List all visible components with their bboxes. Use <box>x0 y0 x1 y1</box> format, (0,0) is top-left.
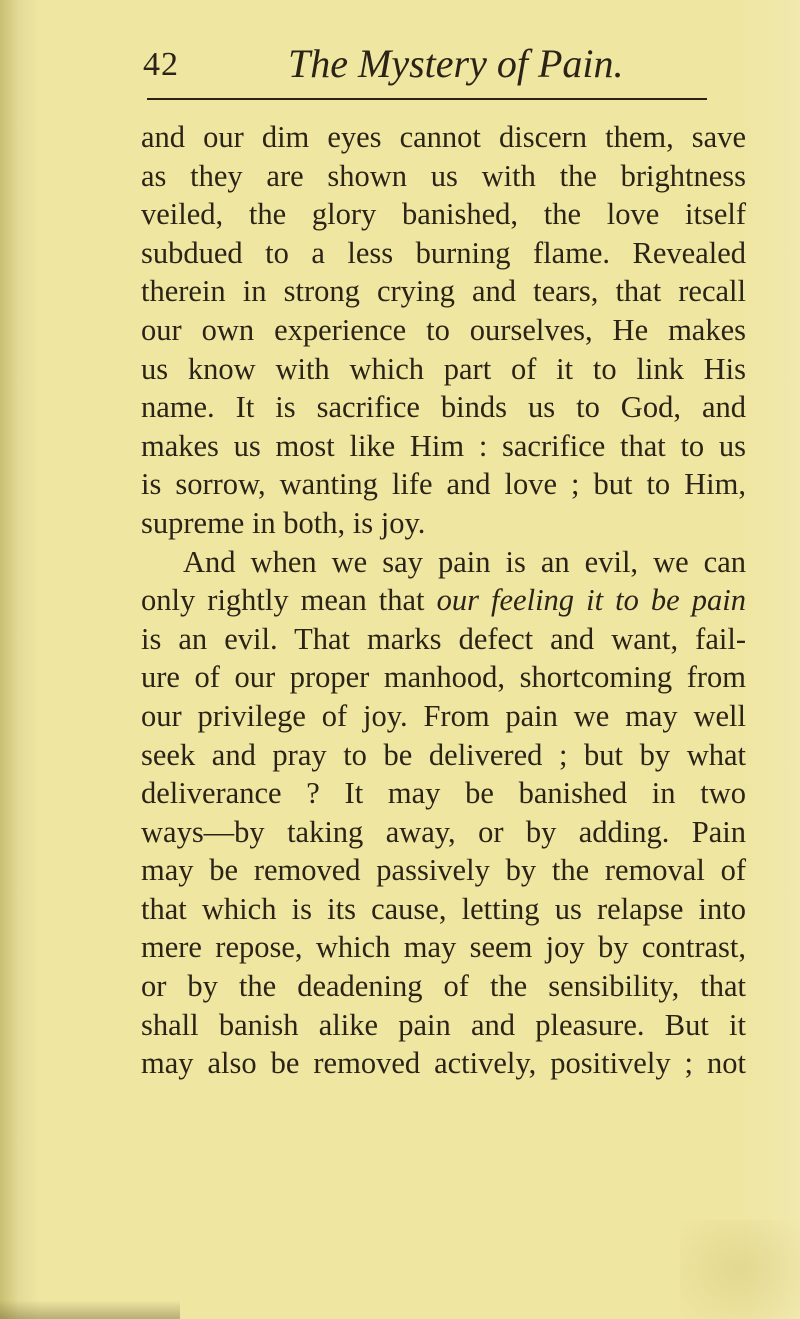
text-line: us know with which part of it to link His <box>141 351 746 386</box>
text-line: is an evil. That marks defect and want, fail- <box>141 621 746 656</box>
text-line: our own experience to ourselves, He makes <box>141 312 746 347</box>
italic-phrase: our feeling it to be pain <box>436 583 746 618</box>
text-line: that which is its cause, letting us relapse into <box>141 891 746 926</box>
text-line: And when we say pain is an evil, we can <box>183 544 746 579</box>
page-header <box>143 40 743 96</box>
header-rule <box>147 98 707 100</box>
text-line: shall banish alike pain and pleasure. But it <box>141 1007 746 1042</box>
paragraph-1 <box>141 118 746 543</box>
paper-stain <box>680 1220 800 1319</box>
text-line: supreme in both, is joy. <box>141 505 426 540</box>
page-number: 42 <box>143 46 179 83</box>
text-line: deliverance ? It may be banished in two <box>141 776 746 811</box>
paragraph-2 <box>141 543 746 1083</box>
text-line: or by the deadening of the sensibility, that <box>141 969 746 1004</box>
text-line: name. It is sacrifice binds us to God, and <box>141 390 746 425</box>
text-line: seek and pray to be delivered ; but by what <box>141 737 746 772</box>
page-edge-shadow <box>0 1300 180 1319</box>
book-spine-shadow <box>0 0 18 1319</box>
text-segment: only rightly mean that <box>141 583 437 618</box>
running-title: The Mystery of Pain. <box>288 41 624 86</box>
text-line: therein in strong crying and tears, that recall <box>141 274 746 309</box>
text-line: ways—by taking away, or by adding. Pain <box>141 814 746 849</box>
text-line: mere repose, which may seem joy by contrast, <box>141 930 746 965</box>
text-line: may also be removed actively, positively ; not <box>141 1046 746 1081</box>
text-line: makes us most like Him : sacrifice that to us <box>141 428 746 463</box>
text-line: veiled, the glory banished, the love itself <box>141 197 746 232</box>
text-line: as they are shown us with the brightness <box>141 158 746 193</box>
text-line: and our dim eyes cannot discern them, save <box>141 120 746 154</box>
text-line <box>141 581 746 620</box>
body-text <box>141 118 746 1083</box>
text-line: may be removed passively by the removal of <box>141 853 746 888</box>
text-line: our privilege of joy. From pain we may well <box>141 698 746 733</box>
text-line: ure of our proper manhood, shortcoming from <box>141 660 746 695</box>
text-line: is sorrow, wanting life and love ; but to Him, <box>141 467 746 502</box>
text-line: subdued to a less burning flame. Revealed <box>141 235 746 270</box>
